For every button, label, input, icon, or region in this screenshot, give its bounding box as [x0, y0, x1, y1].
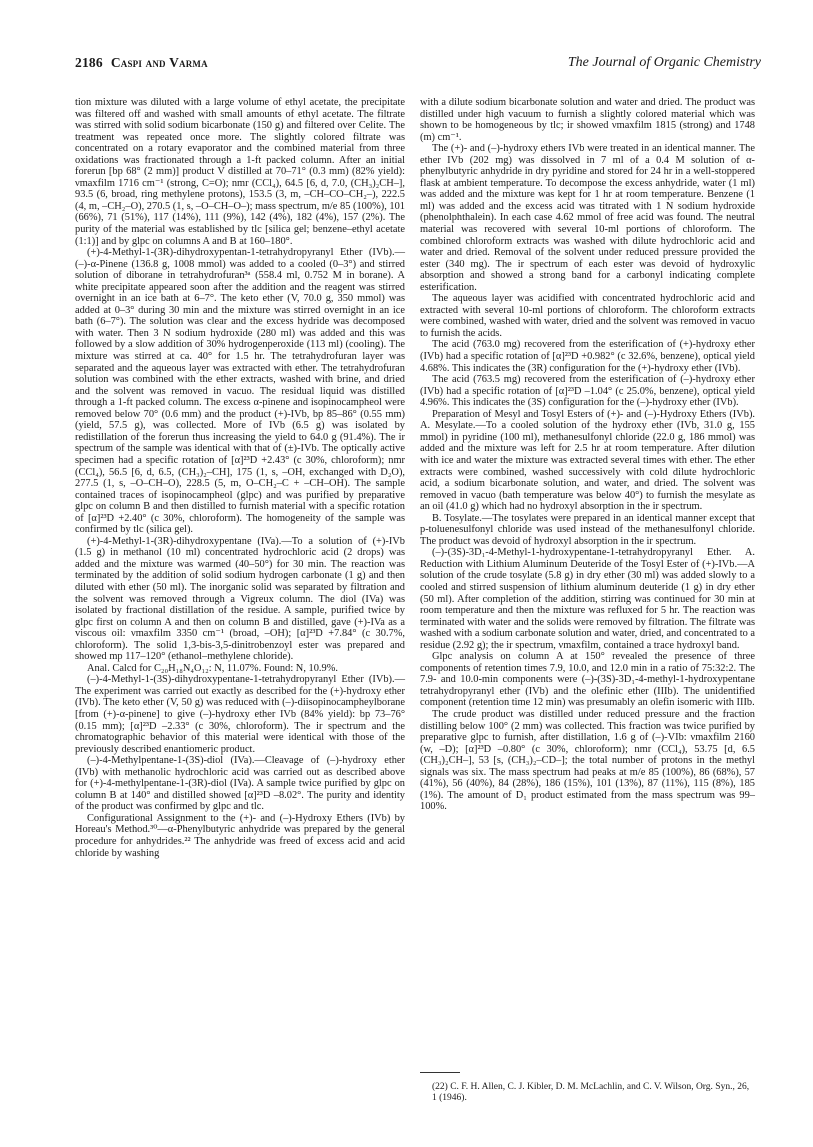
paragraph: with a dilute sodium bicarbonate solution and water and dried. The product was distilled under high vacuum to furnish a slightly colored material which was shown to be homogeneous by tlc; ir showed νmaxfilm 1815 (strong) and 1748 (m) cm⁻¹. [420, 97, 755, 143]
paragraph: (–)-4-Methyl-1-(3S)-dihydroxypentane-1-tetrahydropyranyl Ether (IVb).—The experiment was carried out exactly as described for the (+)-hydroxy ether (IVb). The keto ether (V, 50 g) was reduced with (–)-diisopinocampheylborane [from (+)-α-pinene] to give (–)-hydroxy ether IVb (84% yield): bp 73–76° (0.15 mm); [α]²³D –2.33° (c 30%, chloroform). The ir spectrum and the chromatographic behavior of this material were identical with those of the previously described enantiomeric product. [75, 674, 405, 755]
paragraph: The crude product was distilled under reduced pressure and the fraction distilling below 100° (2 mm) was collected. This fraction was twice purified by preparative glpc to furnish, after distillation, 1.6 g of (–)-VIb: νmaxfilm 2160 (w, –D); [α]²³D –0.80° (c 30%, chloroform); nmr (CCl₄), 53.75 [d, 6.5 (CH₃)₂CH–], 53 [s, (CH₃)₂–CD–]; the total number of protons in the methyl signals was six. The mass spectrum had peaks at m/e 85 (100%), 86 (68%), 57 (41%), 56 (40%), 84 (28%), 186 (15%), 101 (13%), 87 (11%), 115 (8%), 185 (1%). The amount of D₁ product estimated from the mass spectrum was 99–100%. [420, 708, 755, 813]
footnote-rule [420, 1072, 460, 1073]
paragraph: Preparation of Mesyl and Tosyl Esters of (+)- and (–)-Hydroxy Ethers (IVb). A. Mesylate.—To a cooled solution of the hydroxy ether (IVb, 31.0 g, 155 mmol) in pyridine (100 ml), methanesulfonyl chloride (22.0 g, 186 mmol) was added and the mixture was left for 2.5 hr at room temperature. After dilution with ice and water the mixture was extracted several times with ether. The ether extracts were combined, washed successively with cold dilute hydrochloric acid, a sodium bicarbonate solution, and water, and dried. The solvent was removed in vacuo (bath temperature was below 40°) to furnish the mesylate as an oil (41.0 g) which had no hydroxyl absorption in the ir spectrum. [420, 408, 755, 513]
right-column [420, 97, 755, 813]
paragraph: Glpc analysis on column A at 150° revealed the presence of three components of retention times 7.9, 10.0, and 12.0 min in a ratio of 75:32:2. The 7.9- and 10.0-min components were (–)-(3S)-3D₁-4-methyl-1-hydroxypentane tetrahydropyranyl ether (IVb) and the olefinic ether (IIIb). The unidentified component (retention time 12 min) was presumably an olefin isomeric with IIIb. [420, 651, 755, 709]
paragraph: The (+)- and (–)-hydroxy ethers IVb were treated in an identical manner. The ether IVb (202 mg) was dissolved in 7 ml of a 0.4 M solution of α-phenylbutyric anhydride in dry pyridine and stored for 24 hr in a well-stoppered flask at ambient temperature. To decompose the excess anhydride, water (1 ml) was added and the mixture was kept for 1 hr at room temperature. Benzene (1 ml) was added and the excess acid was titrated with 1 N sodium hydroxide (phenolphthalein). In each case 4.62 mmol of free acid was found. The neutral material was recovered with several 10-ml portions of chloroform. The combined chloroform extracts was washed with dilute hydrochloric acid and water and dried. Removal of the solvent under reduced pressure provided the ester (340 mg). The ir spectrum of each ester was devoid of hydroxylic absorption and showed a strong band for a carbonyl indicating complete esterification. [420, 143, 755, 293]
left-column [75, 97, 405, 859]
paragraph: Configurational Assignment to the (+)- and (–)-Hydroxy Ethers (IVb) by Horeau's Method.³⁰—α-Phenylbutyric anhydride was prepared by the general procedure for anhydrides.²² The anhydride was freed of excess acid and acid chloride by washing [75, 812, 405, 859]
paragraph: (+)-4-Methyl-1-(3R)-dihydroxypentan-1-tetrahydropyranyl Ether (IVb).—(–)-α-Pinene (136.8 g, 1008 mmol) was added to a cooled (0–3°) and stirred solution of diborane in tetrahydrofuran³ᵃ (558.4 ml, 0.752 M in borane). A white precipitate appeared soon after the addition and the reagent was stirred overnight in an ice bath at 6–7°. The keto ether (V, 70.0 g, 350 mmol) was added at 0–3° during 30 min and the mixture was stirred overnight in an ice bath (6–7°). The solution was clear and the excess hydride was decomposed with water. Then 3 N sodium hydroxide (280 ml) was added and this was followed by a slow addition of 30% hydrogenperoxide (113 ml) (cooling). The mixture was stirred at ca. 40° for 1.5 hr. The tetrahydrofuran layer was separated and the aqueous layer was extracted with ether. The tetrahydrofuran solution was combined with the ether extracts, washed with brine, and dried and the solvent was removed in vacuo. The residual liquid was distilled through a 1-ft packed column. The excess α-pinene and isopinocampheol were removed below 70° (0.6 mm) and the product (+)-IVb, bp 85–86° (0.55 mm) (yield, 57.5 g), was collected. More of IVb (6.5 g) was isolated by redistillation of the forerun thus increasing the yield to 64.0 g (91.4%). The ir spectrum of the sample was identical with that of (±)-IVb. The optically active specimen had a specific rotation of [α]²³D +2.43° (c 30%, chloroform); nmr (CCl₄), 56.5 [6, d, 6.5, (CH₃)₂–CH], 175 (1, s, –OH, exchanged with D₂O), 277.5 (1, s, –O–CH–O), 228.5 (5, m, O–CH₂–C + –CH–OH). The sample contained traces of isopinocampheol (glpc) and was purified by preparative glpc on column B and then distilled to furnish material with a specific rotation of [α]²³D +2.40° (c 30%, chloroform). The homogeneity of the sample was confirmed by tlc (silica gel). [75, 247, 405, 536]
paragraph: The acid (763.0 mg) recovered from the esterification of (+)-hydroxy ether (IVb) had a specific rotation of [α]²³D +0.982° (c 32.6%, benzene), optical yield 4.68%. This indicates the (3R) configuration for the (+)-hydroxy ether (IVb). [420, 339, 755, 374]
header-left [75, 55, 208, 71]
paragraph: (–)-(3S)-3D₁-4-Methyl-1-hydroxypentane-1-tetrahydropyranyl Ether. A. Reduction with Lithium Aluminum Deuteride of the Tosyl Ester of (+)-IVb.—A solution of the crude tosylate (5.8 g) in dry ether (30 ml) was added slowly to a cooled and stirred suspension of lithium aluminum deuteride (1 g) in dry ether (50 ml). After completion of the addition, stirring was continued for 30 min at room temperature and then the mixture was refluxed for 5 hr. The reaction was terminated with water and the solids were removed by filtration. The filtrate was washed with a sodium carbonate solution and water, dried, and concentrated to a residue (2.92 g); the ir spectrum, νmaxfilm, contained a trace hydroxyl band. [420, 547, 755, 651]
authors: Caspi and Varma [110, 55, 208, 70]
paragraph: Anal. Calcd for C₂₀H₁₈N₄O₁₂: N, 11.07%. Found: N, 10.9%. [87, 662, 338, 674]
paragraph: The acid (763.5 mg) recovered from the esterification of (–)-hydroxy ether (IVb) had a specific rotation of [α]²³D –1.04° (c 25.0%, benzene), optical yield 4.96%. This indicates the (3S) configuration for the (–)-hydroxy ether (IVb). [420, 374, 755, 409]
paragraph: (+)-4-Methyl-1-(3R)-dihydroxypentane (IVa).—To a solution of (+)-IVb (1.5 g) in methanol (10 ml) concentrated hydrochloric acid (2 drops) was added and the mixture was warmed (40–50°) for 30 min. The reaction was terminated by the addition of solid sodium hydrogen carbonate (1 g) and then diluted with ether (50 ml). The inorganic solid was separated by filtration and the solvent was removed through a Vigreux column. The diol (IVa) was isolated by fractional distillation of the residue. A sample, purified twice by glpc first on column A and then on column B and distilled, gave (+)-IVa as a viscous oil: νmaxfilm 3350 cm⁻¹ (broad, –OH); [α]²³D +7.84° (c 30.7%, chloroform). The solid 1,3-bis-3,5-dinitrobenzoyl ester was prepared and showed mp 117–120° (ethanol–methylene chloride). [75, 535, 405, 663]
paragraph: B. Tosylate.—The tosylates were prepared in an identical manner except that p-toluenesulfonyl chloride was used instead of the methanesulfonyl chloride. The product was devoid of hydroxyl absorption in the ir spectrum. [420, 512, 755, 547]
running-header [75, 55, 761, 75]
paragraph: (–)-4-Methylpentane-1-(3S)-diol (IVa).—Cleavage of (–)-hydroxy ether (IVb) with methanolic hydrochloric acid was carried out as described above for (+)-4-methylpentane-1-(3R)-diol (IVa). A sample twice purified by glpc on column B at 140° and distilled showed [α]²³D –8.02°. The purity and identity of the product was confirmed by glpc and tlc. [75, 755, 405, 813]
journal-title: The Journal of Organic Chemistry [567, 55, 761, 70]
paragraph: tion mixture was diluted with a large volume of ethyl acetate, the precipitate was filtered off and washed with small amounts of ethyl acetate. The filtrate was stirred with solid sodium bicarbonate (150 g) and filtered over Celite. The treatment was repeated once more. The slightly colored filtrate was concentrated on a rotary evaporator and the combined material from three oxidations was fractionated through a 1-ft packed column. After an initial forerun [bp 68° (2 mm)] product V distilled at 70–71° (0.3 mm) (82% yield): νmaxfilm 1716 cm⁻¹ (strong, C=O); nmr (CCl₄), 64.5 [6, d, 7.0, (CH₃)₂CH–], 93.5 (6, broad, ring methylene protons), 153.5 (3, m, –CH–CO–CH₂–), 222.5 (4, m, –CH₂–O), 270.5 (1, s, –O–CH–O–); mass spectrum, m/e 85 (100%), 101 (66%), 71 (51%), 117 (14%), 111 (9%), 142 (4%), 182 (4%), 157 (2%). The purity of the material was established by tlc [silica gel; benzene–ethyl acetate (1:1)] and by glpc on columns A and B at 160–180°. [75, 97, 405, 247]
paragraph: The aqueous layer was acidified with concentrated hydrochloric acid and extracted with several 10-ml portions of chloroform. The chloroform extracts were combined, washed with water, dried and the solvent was removed in vacuo to furnish the acids. [420, 293, 755, 339]
footnote: (22) C. F. H. Allen, C. J. Kibler, D. M. McLachlin, and C. V. Wilson, Org. Syn., 26, 1 (1946). [432, 1082, 750, 1103]
page-number: 2186 [75, 55, 103, 70]
